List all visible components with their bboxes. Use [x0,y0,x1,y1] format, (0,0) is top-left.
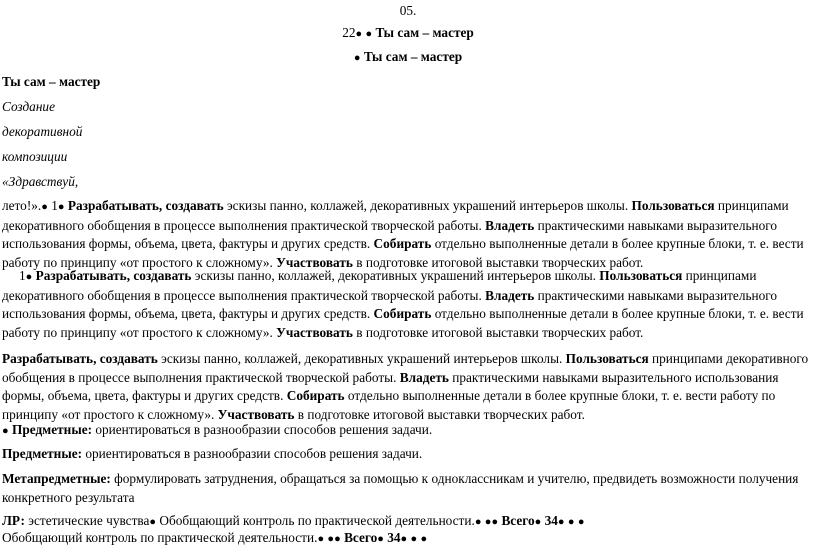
lr-control-text: Обобщающий контроль по практической деятельности. [156,513,475,528]
term-assemble: Собирать [286,388,345,403]
term-participate: Участвовать [276,324,353,340]
bullet-icon: ● [577,516,585,528]
term-participate: Участвовать [217,406,295,422]
bullet-icon: ● [353,52,361,64]
para-text: в подготовке итоговой выставки творческих работ. [352,324,644,340]
term-develop: Разрабатывать, создавать [2,351,158,366]
bullet-icon: ● [317,533,325,545]
subject-label: Предметные: [11,422,93,437]
subject-results-1 [2,421,432,441]
term-participate: Участвовать [276,254,353,270]
para-text: принципами декоративного обобщения в процессе выполнения практической творческой работы. [2,268,757,303]
bullet-icon: ● [2,425,9,437]
subject-results-2 [2,445,422,464]
header-title: Ты сам – мастер [375,25,474,40]
paragraph-1 [2,197,812,272]
header-number: 22 [342,25,356,40]
bullet-icon: ● [25,271,33,283]
bullet-icon: ● [57,201,65,213]
header-line [0,24,816,44]
total-label: Всего [344,530,378,545]
meta-label: Метапредметные: [2,471,111,486]
subject-text: ориентироваться в разнообразии способов решения задачи. [82,446,423,461]
term-develop: Разрабатывать, создавать [67,198,224,213]
italic-line: «Здравствуй, [2,174,79,189]
bullet-icon: ● [557,516,565,528]
meta-text: формулировать затруднения, обращаться за помощью к одноклассникам и учителю, предвидеть возможности получения конкретного результата [2,471,799,505]
bullet-icon: ● [334,533,341,545]
summary-text: Обобщающий контроль по практической деятельности. [2,530,318,545]
para-text: эскизы панно, коллажей, декоративных украшений интерьеров школы. [223,198,632,213]
italic-line: декоративной [2,124,83,139]
subject-label: Предметные: [2,446,83,461]
page-number: 05. [399,3,417,18]
bullet-icon: ● [377,533,384,545]
bullet-icon: ● [400,533,408,545]
para-text: отдельно выполненные детали в более крупные блоки, т. е. вести работу по принципу «от простого к сложному». [2,388,776,422]
bullet-icon: ● [355,28,363,40]
bullet-icon: ● [484,516,492,528]
paragraph-2 [2,267,812,342]
subtitle-line [0,48,816,68]
term-use: Пользоваться [565,351,649,366]
para-lead: лето!». [2,198,42,213]
bullet-icon: ● [567,516,575,528]
meta-results [2,470,812,507]
term-master: Владеть [485,287,535,303]
lr-text: эстетические чувства [24,513,150,528]
total-value: 34 [387,530,401,545]
bullet-icon: ● [327,533,335,545]
para-text: принципами декоративного обобщения в процессе выполнения практической творческой работы. [2,198,789,233]
para-number: 1 [19,268,26,283]
total-value: 34 [544,513,558,528]
term-assemble: Собирать [373,236,432,251]
term-master: Владеть [399,369,449,385]
italic-line: композиции [2,149,68,164]
bullet-icon: ● [41,201,48,213]
para-text: практическими навыками выразительного использования формы, объема, цвета, фактуры и других средств. [2,287,778,321]
bullet-icon: ● [149,516,157,528]
subtitle-text: Ты сам – мастер [363,49,463,64]
para-text: отдельно выполненные детали в более крупные блоки, т. е. вести работу по принципу «от простого к сложному». [2,306,804,340]
lr-label: ЛР: [2,513,25,528]
term-use: Пользоваться [599,268,683,283]
term-develop: Разрабатывать, создавать [35,268,192,283]
term-assemble: Собирать [373,306,432,321]
bullet-icon: ● [420,533,428,545]
term-master: Владеть [485,217,535,233]
para-number: 1 [51,198,58,213]
total-label: Всего [501,513,535,528]
summary-line [2,529,427,549]
para-text: эскизы панно, коллажей, декоративных украшений интерьеров школы. [191,268,600,283]
para-text: отдельно выполненные детали в более крупные блоки, т. е. вести работу по принципу «от простого к сложному». [2,236,804,270]
italic-line: Создание [2,99,55,114]
para-text: в подготовке итоговой выставки творческих работ. [294,406,585,422]
term-use: Пользоваться [631,198,715,213]
subject-text: ориентироваться в разнообразии способов решения задачи. [92,422,433,437]
para-text: в подготовке итоговой выставки творческих работ. [352,254,644,270]
para-text: практическими навыками выразительного использования формы, объема, цвета, фактуры и других средств. [2,217,778,251]
para-text: практическими навыками выразительного использования формы, объема, цвета, фактуры и других средств. [2,369,779,403]
bullet-icon: ● [474,516,482,528]
section-heading: Ты сам – мастер [2,74,101,89]
bullet-icon: ● [410,533,418,545]
para-text: эскизы панно, коллажей, декоративных украшений интерьеров школы. [157,351,566,366]
bullet-icon: ● [365,28,373,40]
bullet-icon: ● [534,516,542,528]
para-text: принципами декоративного обобщения в процессе выполнения практической творческой работы. [2,351,809,385]
paragraph-3 [2,350,812,424]
bullet-icon: ● [491,516,499,528]
